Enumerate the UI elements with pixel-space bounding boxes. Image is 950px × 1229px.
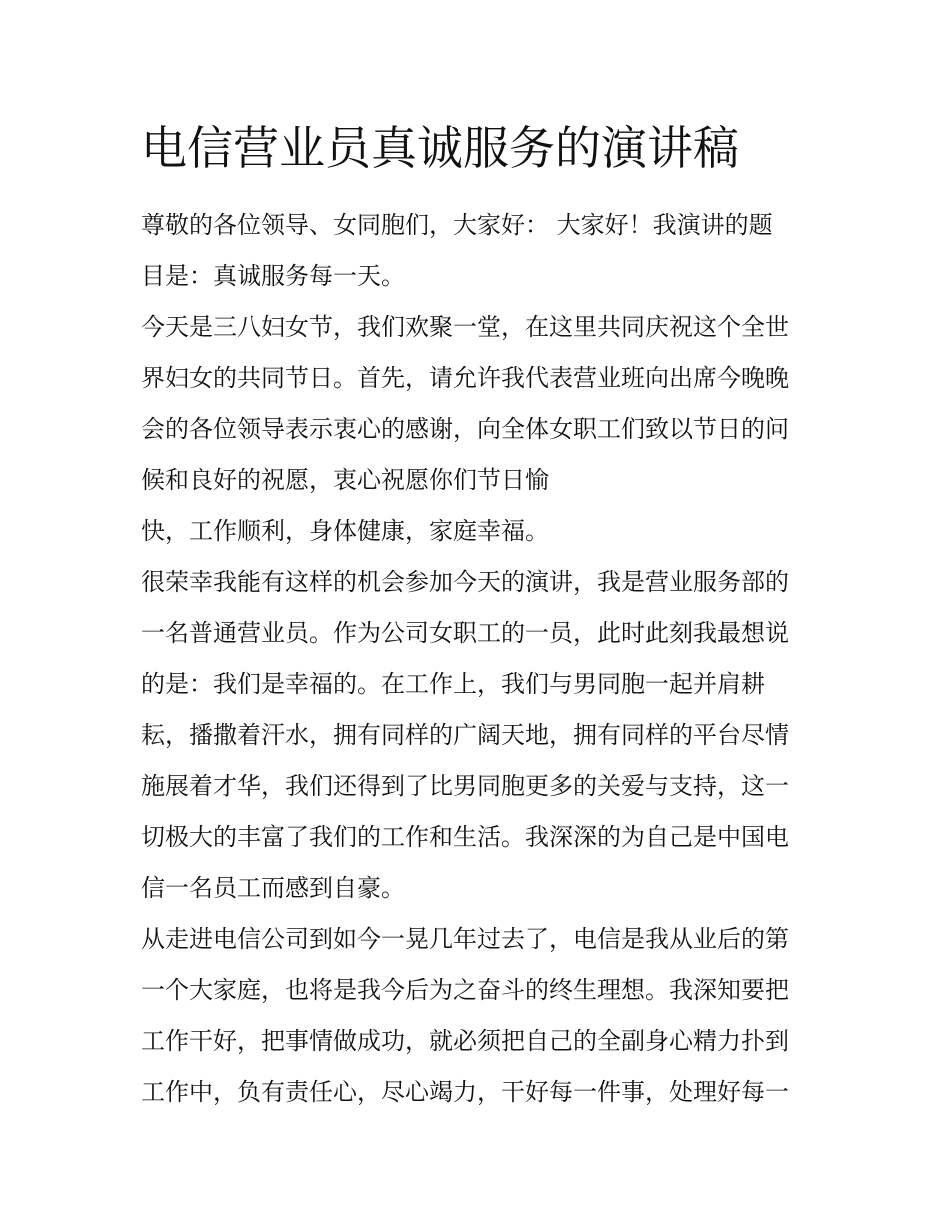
text-line: 一个大家庭，也将是我今后为之奋斗的终生理想。我深知要把 [141,976,789,1004]
text-line: 耘，播撒着汗水，拥有同样的广阔天地，拥有同样的平台尽情 [141,721,789,749]
text-line: 快，工作顺利，身体健康，家庭幸福。 [141,517,549,545]
text-line: 很荣幸我能有这样的机会参加今天的演讲，我是营业服务部的 [141,568,789,596]
document-title: 电信营业员真诚服务的演讲稿 [141,121,739,175]
text-line: 施展着才华，我们还得到了比男同胞更多的关爱与支持，这一 [141,772,789,800]
text-line: 候和良好的祝愿，衷心祝愿你们节日愉 [141,466,549,494]
text-line: 会的各位领导表示衷心的感谢，向全体女职工们致以节日的问 [141,415,789,443]
text-line: 一名普通营业员。作为公司女职工的一员，此时此刻我最想说 [141,619,789,647]
text-line: 从走进电信公司到如今一晃几年过去了，电信是我从业后的第 [141,925,789,953]
text-line: 界妇女的共同节日。首先，请允许我代表营业班向出席今晚晚 [141,364,789,392]
text-line: 切极大的丰富了我们的工作和生活。我深深的为自己是中国电 [141,823,789,851]
text-line: 目是：真诚服务每一天。 [141,262,405,290]
text-line: 尊敬的各位领导、女同胞们，大家好： 大家好！我演讲的题 [141,211,773,239]
text-line: 的是：我们是幸福的。在工作上，我们与男同胞一起并肩耕 [141,670,765,698]
text-line: 信一名员工而感到自豪。 [141,874,405,902]
text-line: 工作中，负有责任心，尽心竭力，干好每一件事，处理好每一 [141,1078,789,1106]
text-line: 工作干好，把事情做成功，就必须把自己的全副身心精力扑到 [141,1027,789,1055]
text-line: 今天是三八妇女节，我们欢聚一堂，在这里共同庆祝这个全世 [141,313,789,341]
document-body [141,200,816,1118]
